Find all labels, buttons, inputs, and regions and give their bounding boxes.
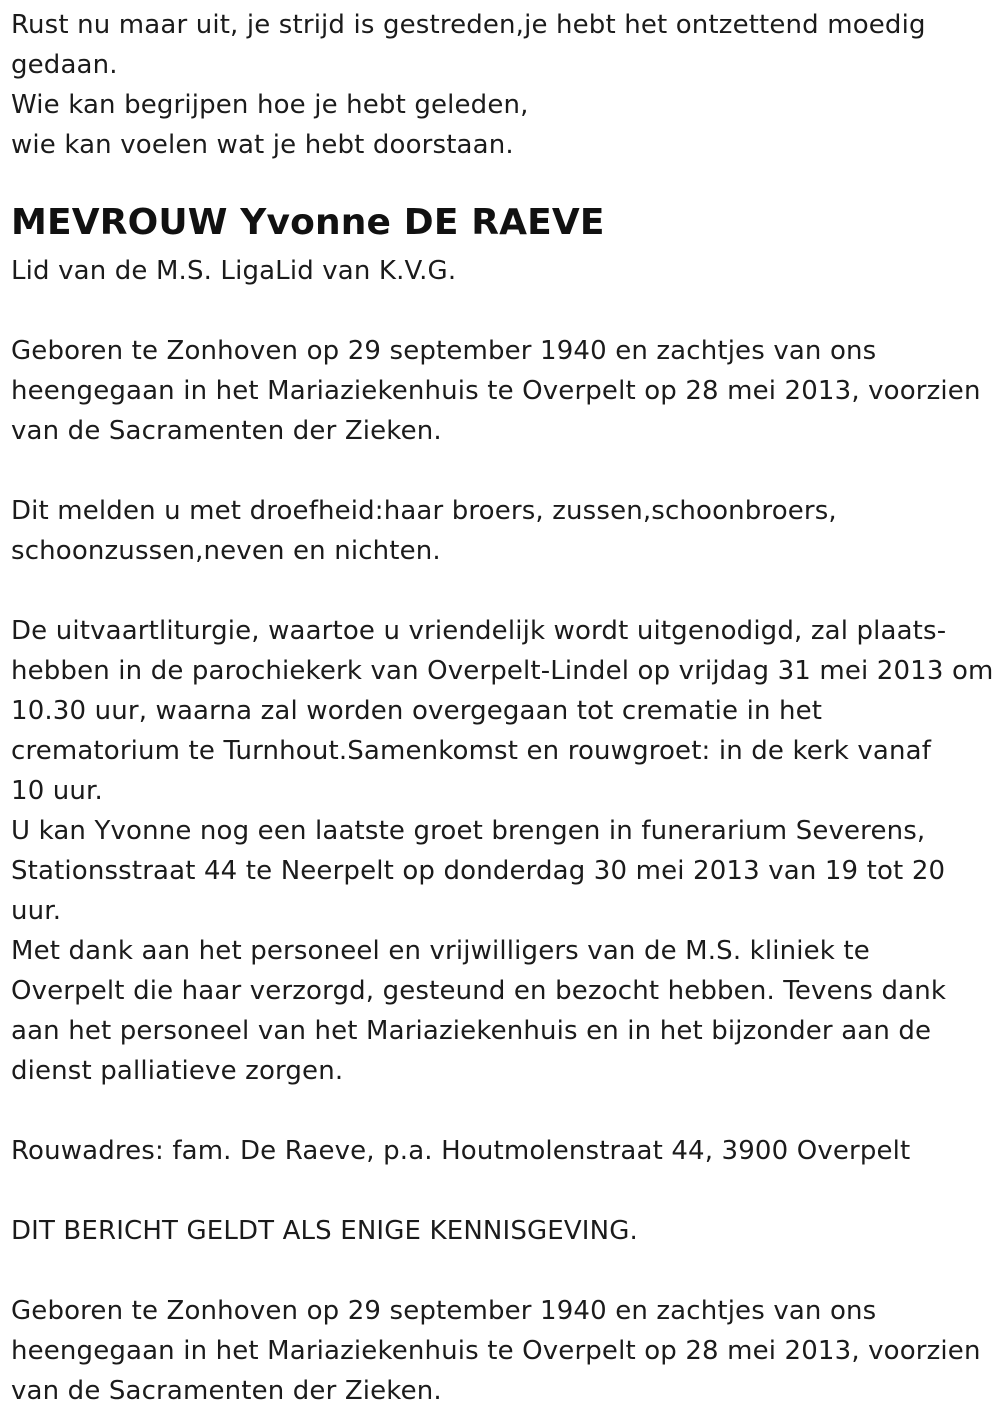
paragraph-line: Geboren te Zonhoven op 29 september 1940 en zachtjes van ons	[11, 1296, 877, 1326]
obituary-document	[11, 0, 996, 1411]
membership-line: Lid van de M.S. LigaLid van K.V.G.	[11, 256, 457, 286]
paragraph-line: Dit melden u met droefheid:haar broers, zussen,schoonbroers,	[11, 496, 837, 526]
paragraph-line: crematorium te Turnhout.Samenkomst en rouwgroet: in de kerk vanaf	[11, 736, 932, 766]
paragraph-line: Geboren te Zonhoven op 29 september 1940 en zachtjes van ons	[11, 336, 877, 366]
paragraph-line: heengegaan in het Mariaziekenhuis te Overpelt op 28 mei 2013, voorzien	[11, 376, 981, 406]
poem-line: gedaan.	[11, 50, 118, 80]
mourning-address: Rouwadres: fam. De Raeve, p.a. Houtmolenstraat 44, 3900 Overpelt	[11, 1136, 911, 1166]
paragraph-line: 10.30 uur, waarna zal worden overgegaan tot crematie in het	[11, 696, 823, 726]
spacer	[11, 1171, 996, 1211]
spacer	[11, 1091, 996, 1131]
spacer	[11, 1251, 996, 1291]
spacer	[11, 451, 996, 491]
spacer	[11, 571, 996, 611]
poem	[11, 5, 996, 165]
paragraph-line: aan het personeel van het Mariaziekenhuis en in het bijzonder aan de	[11, 1016, 932, 1046]
announcement-paragraph	[11, 491, 996, 571]
paragraph-line: van de Sacramenten der Zieken.	[11, 1376, 442, 1406]
official-notice: DIT BERICHT GELDT ALS ENIGE KENNISGEVING.	[11, 1216, 638, 1246]
spacer	[11, 291, 996, 331]
paragraph-line: Overpelt die haar verzorgd, gesteund en bezocht hebben. Tevens dank	[11, 976, 947, 1006]
paragraph-line: dienst palliatieve zorgen.	[11, 1056, 344, 1086]
paragraph-line: De uitvaartliturgie, waartoe u vriendelijk wordt uitgenodigd, zal plaats-	[11, 616, 947, 646]
birth-death-paragraph	[11, 331, 996, 451]
paragraph-line: hebben in de parochiekerk van Overpelt-Lindel op vrijdag 31 mei 2013 om	[11, 656, 994, 686]
funeral-paragraph	[11, 611, 996, 1091]
poem-line: wie kan voelen wat je hebt doorstaan.	[11, 130, 514, 160]
poem-line: Wie kan begrijpen hoe je hebt geleden,	[11, 90, 529, 120]
paragraph-line: U kan Yvonne nog een laatste groet brengen in funerarium Severens,	[11, 816, 926, 846]
paragraph-line: van de Sacramenten der Zieken.	[11, 416, 442, 446]
birth-death-paragraph-repeat	[11, 1291, 996, 1411]
paragraph-line: Met dank aan het personeel en vrijwilligers van de M.S. kliniek te	[11, 936, 870, 966]
poem-line: Rust nu maar uit, je strijd is gestreden,je hebt het ontzettend moedig	[11, 10, 926, 40]
deceased-name: MEVROUW Yvonne DE RAEVE	[11, 202, 605, 243]
paragraph-line: uur.	[11, 896, 62, 926]
paragraph-line: 10 uur.	[11, 776, 103, 806]
paragraph-line: schoonzussen,neven en nichten.	[11, 536, 441, 566]
paragraph-line: heengegaan in het Mariaziekenhuis te Overpelt op 28 mei 2013, voorzien	[11, 1336, 981, 1366]
paragraph-line: Stationsstraat 44 te Neerpelt op donderdag 30 mei 2013 van 19 tot 20	[11, 856, 946, 886]
